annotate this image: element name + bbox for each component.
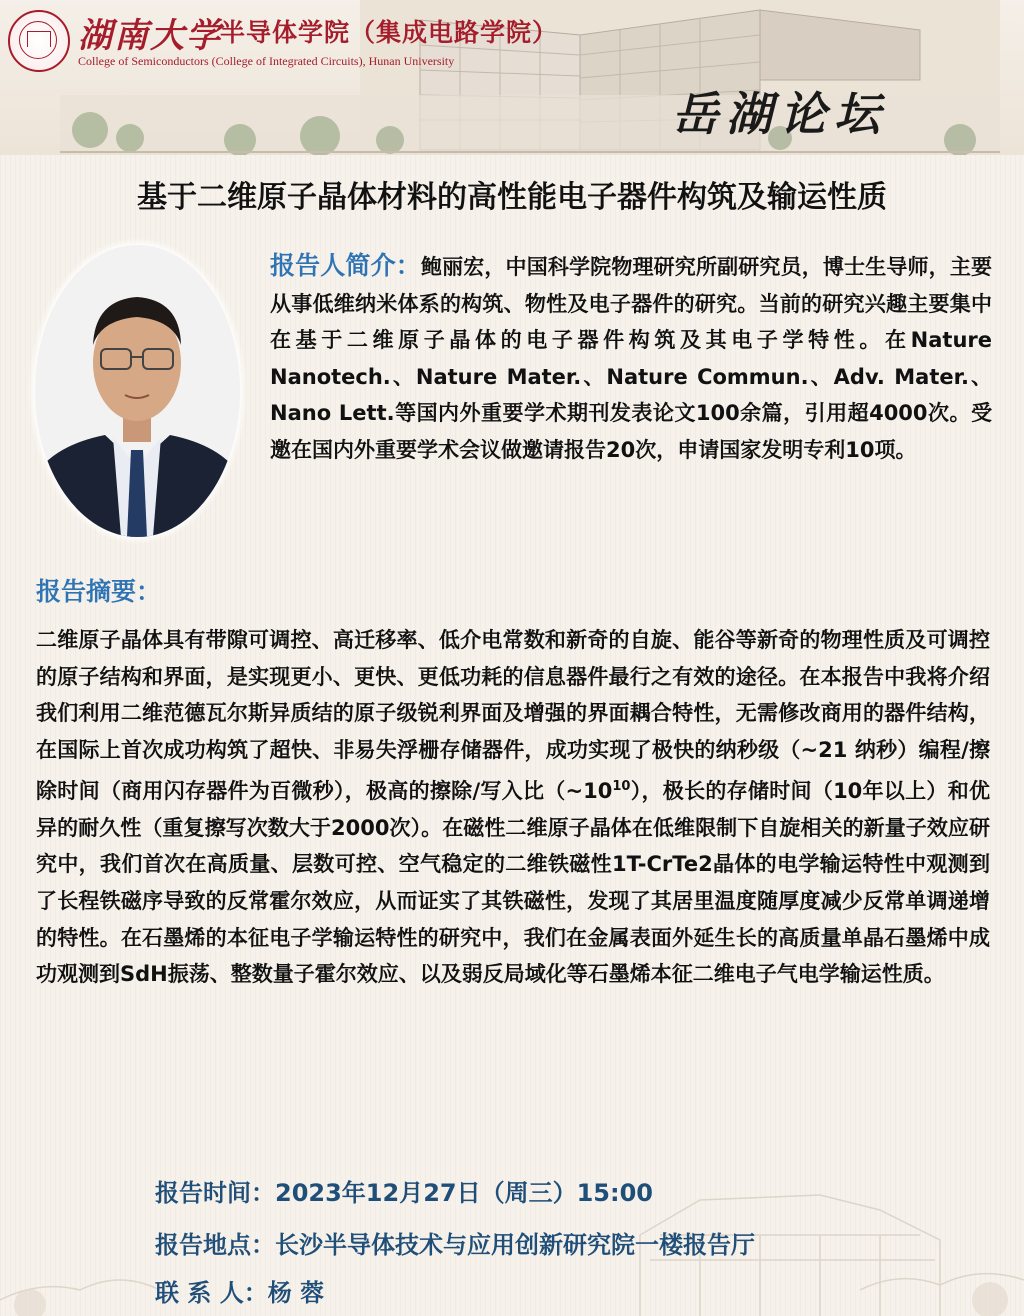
abstract-text-part1: 二维原子晶体具有带隙可调控、高迁移率、低介电常数和新奇的自旋、能谷等新奇的物理性质及可调控的原子结构和界面，是实现更小、更快、更低功耗的信息器件最行之有效的途径。在本报告中我将介绍我们利用二维范德瓦尔斯异质结的原子级锐利界面及增强的界面耦合特性，无需修改商用的器件结构，在国际上首次成功构筑了超快、非易失浮栅存储器件，成功实现了极快的纳秒级（~21 纳秒）编程/擦除时间（商用闪存器件为百微秒），极高的擦除/写入比（~10 <box>36 628 990 803</box>
speaker-bio <box>270 248 992 468</box>
header-banner <box>0 0 1024 155</box>
forum-title: 岳湖论坛 <box>672 87 888 141</box>
speaker-photo <box>35 245 240 537</box>
university-name: 湖南大学 <box>78 16 222 56</box>
abstract-text-part2: ），极长的存储时间（10年以上）和优异的耐久性（重复擦写次数大于2000次）。在磁性二维原子晶体在低维限制下自旋相关的新量子效应研究中，我们首次在高质量、层数可控、空气稳定的二维铁磁性1T-CrTe2晶体的电学输运特性中观测到了长程铁磁序导致的反常霍尔效应，从而证实了其铁磁性，发现了其居里温度随厚度减少反常单调递增的特性。在石墨烯的本征电子学输运特性的研究中，我们在金属表面外延生长的高质量单晶石墨烯中成功观测到SdH振荡、整数量子霍尔效应、以及弱反局域化等石墨烯本征二维电子气电学输运性质。 <box>36 778 990 987</box>
speaker-bio-label: 报告人简介： <box>270 251 421 280</box>
talk-location: 报告地点：长沙半导体技术与应用创新研究院一楼报告厅 <box>155 1231 755 1259</box>
speaker-bio-text: 鲍丽宏，中国科学院物理研究所副研究员，博士生导师，主要从事低维纳米体系的构筑、物性及电子器件的研究。当前的研究兴趣主要集中在基于二维原子晶体的电子器件构筑及其电子学特性。在Nature Nanotech.、Nature Mater.、Nature Commun.、Adv. Mater.、Nano Lett.等国内外重要学术期刊发表论文100余篇，引用超4000次。受邀在国内外重要学术会议做邀请报告20次，申请国家发明专利10项。 <box>270 255 992 462</box>
abstract-exponent: 10 <box>612 778 631 794</box>
talk-time: 报告时间：2023年12月27日（周三）15:00 <box>155 1179 653 1207</box>
university-seal-logo <box>8 10 70 72</box>
contact-person: 联 系 人：杨 蓉 <box>155 1279 325 1307</box>
college-name: 半导体学院（集成电路学院） <box>220 18 559 47</box>
abstract-label: 报告摘要： <box>36 577 162 606</box>
college-name-english: College of Semiconductors (College of Integrated Circuits), Hunan University <box>78 54 455 68</box>
talk-title: 基于二维原子晶体材料的高性能电子器件构筑及输运性质 <box>137 180 887 215</box>
abstract-text <box>36 622 990 993</box>
